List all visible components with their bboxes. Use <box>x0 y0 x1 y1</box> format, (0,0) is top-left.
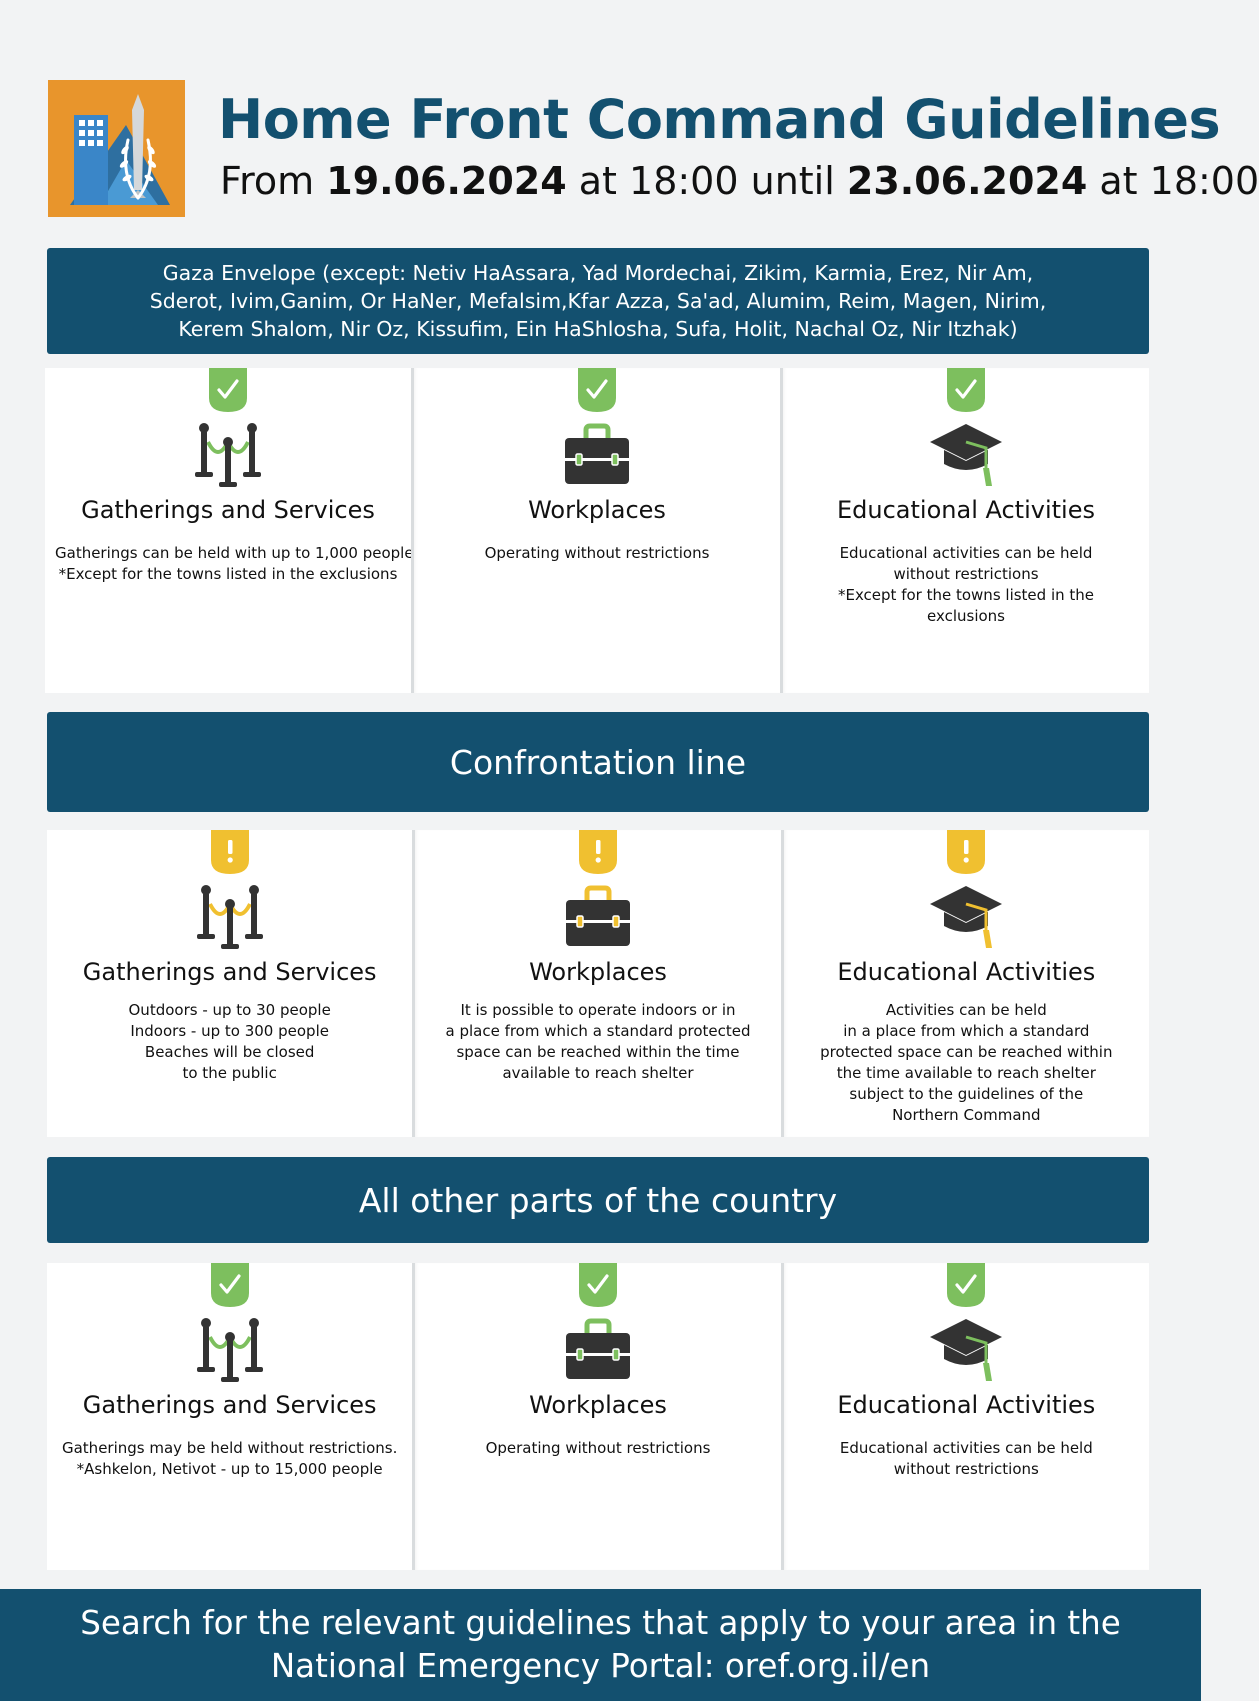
warning-icon <box>211 830 249 874</box>
card-education <box>780 368 1149 693</box>
card-line: space can be reached within the time <box>456 1043 740 1061</box>
card-text <box>57 1000 402 1084</box>
banner-line: Sderot, Ivim,Ganim, Or HaNer, Mefalsim,Kfar Azza, Sa'ad, Alumim, Reim, Magen, Nirim, <box>149 289 1047 313</box>
card-title: Educational Activities <box>837 1391 1096 1419</box>
card-line: the time available to reach shelter <box>836 1064 1096 1082</box>
card-text <box>424 543 770 564</box>
card-gatherings <box>47 830 412 1137</box>
card-education <box>781 1263 1149 1570</box>
card-line: *Except for the towns listed in the <box>837 586 1095 604</box>
card-text <box>425 1000 770 1084</box>
check-icon <box>209 368 247 412</box>
card-line: Beaches will be closed <box>144 1043 315 1061</box>
card-title: Educational Activities <box>837 496 1095 524</box>
card-line: exclusions <box>927 607 1005 625</box>
card-gatherings <box>47 1263 412 1570</box>
card-line: Gatherings may be held without restrictions. <box>61 1439 398 1457</box>
page-header <box>48 78 1259 220</box>
stanchion-icon <box>192 882 268 952</box>
warning-icon <box>579 830 617 874</box>
card-line: Gatherings can be held with up to 1,000 people <box>55 544 414 562</box>
briefcase-icon <box>560 1315 636 1385</box>
card-title: Workplaces <box>529 958 667 986</box>
card-title: Educational Activities <box>837 958 1096 986</box>
card-line: without restrictions <box>893 1460 1039 1478</box>
other-parts-banner: All other parts of the country <box>47 1157 1149 1243</box>
stanchion-icon <box>190 420 266 490</box>
card-text <box>794 1438 1139 1480</box>
card-line: Educational activities can be held <box>839 544 1093 562</box>
card-line: Northern Command <box>892 1106 1041 1124</box>
card-line: Activities can be held <box>885 1001 1047 1019</box>
check-icon <box>578 368 616 412</box>
card-education <box>781 830 1149 1137</box>
card-text <box>794 1000 1139 1126</box>
footer-portal-link[interactable]: National Emergency Portal: oref.org.il/en <box>270 1647 931 1685</box>
card-text <box>57 1438 402 1480</box>
date-range <box>220 159 1259 203</box>
check-icon <box>947 368 985 412</box>
card-text <box>425 1438 770 1459</box>
card-gatherings <box>45 368 414 693</box>
page-title: Home Front Command Guidelines <box>218 88 1221 151</box>
card-line: Indoors - up to 300 people <box>130 1022 329 1040</box>
banner-line: Gaza Envelope (except: Netiv HaAssara, Yad Mordechai, Zikim, Karmia, Erez, Nir Am, <box>162 261 1034 285</box>
check-icon <box>947 1263 985 1307</box>
card-workplaces <box>411 368 780 693</box>
footer-line: Search for the relevant guidelines that apply to your area in the <box>80 1604 1121 1642</box>
start-time-label: at 18:00 until <box>578 159 835 203</box>
gaza-envelope-banner <box>47 248 1149 354</box>
card-workplaces <box>412 1263 780 1570</box>
card-title: Workplaces <box>528 496 666 524</box>
graduation-cap-icon <box>928 1315 1004 1385</box>
other-parts-cards <box>47 1263 1149 1570</box>
footer-banner <box>0 1589 1201 1701</box>
gaza-envelope-cards <box>45 368 1149 693</box>
check-icon <box>211 1263 249 1307</box>
card-line: in a place from which a standard <box>843 1022 1090 1040</box>
card-text <box>793 543 1139 627</box>
card-title: Gatherings and Services <box>82 958 377 986</box>
confrontation-line-banner: Confrontation line <box>47 712 1149 812</box>
card-line: available to reach shelter <box>502 1064 694 1082</box>
stanchion-icon <box>192 1315 268 1385</box>
banner-line: Kerem Shalom, Nir Oz, Kissufim, Ein HaShlosha, Sufa, Holit, Nachal Oz, Nir Itzhak) <box>178 317 1018 341</box>
card-line: Operating without restrictions <box>484 544 710 562</box>
card-line: protected space can be reached within <box>820 1043 1113 1061</box>
check-icon <box>579 1263 617 1307</box>
card-line: subject to the guidelines of the <box>849 1085 1084 1103</box>
graduation-cap-icon <box>928 882 1004 952</box>
graduation-cap-icon <box>928 420 1004 490</box>
card-line: *Except for the towns listed in the exclusions <box>58 565 398 583</box>
card-title: Gatherings and Services <box>82 1391 377 1419</box>
card-line: Educational activities can be held <box>839 1439 1093 1457</box>
from-label: From <box>220 159 315 203</box>
card-line: to the public <box>182 1064 277 1082</box>
card-workplaces <box>412 830 780 1137</box>
card-line: without restrictions <box>893 565 1039 583</box>
card-title: Workplaces <box>529 1391 667 1419</box>
card-line: a place from which a standard protected <box>445 1022 751 1040</box>
home-front-command-logo <box>48 80 185 217</box>
card-line: Outdoors - up to 30 people <box>128 1001 331 1019</box>
start-date: 19.06.2024 <box>326 159 567 203</box>
card-line: It is possible to operate indoors or in <box>460 1001 736 1019</box>
briefcase-icon <box>559 420 635 490</box>
warning-icon <box>947 830 985 874</box>
card-text <box>55 543 414 585</box>
briefcase-icon <box>560 882 636 952</box>
end-date: 23.06.2024 <box>846 159 1088 203</box>
end-time-label: at 18:00 <box>1099 159 1259 203</box>
card-line: Operating without restrictions <box>485 1439 711 1457</box>
confrontation-line-cards <box>47 830 1149 1137</box>
card-line: *Ashkelon, Netivot - up to 15,000 people <box>76 1460 383 1478</box>
card-title: Gatherings and Services <box>81 496 375 524</box>
